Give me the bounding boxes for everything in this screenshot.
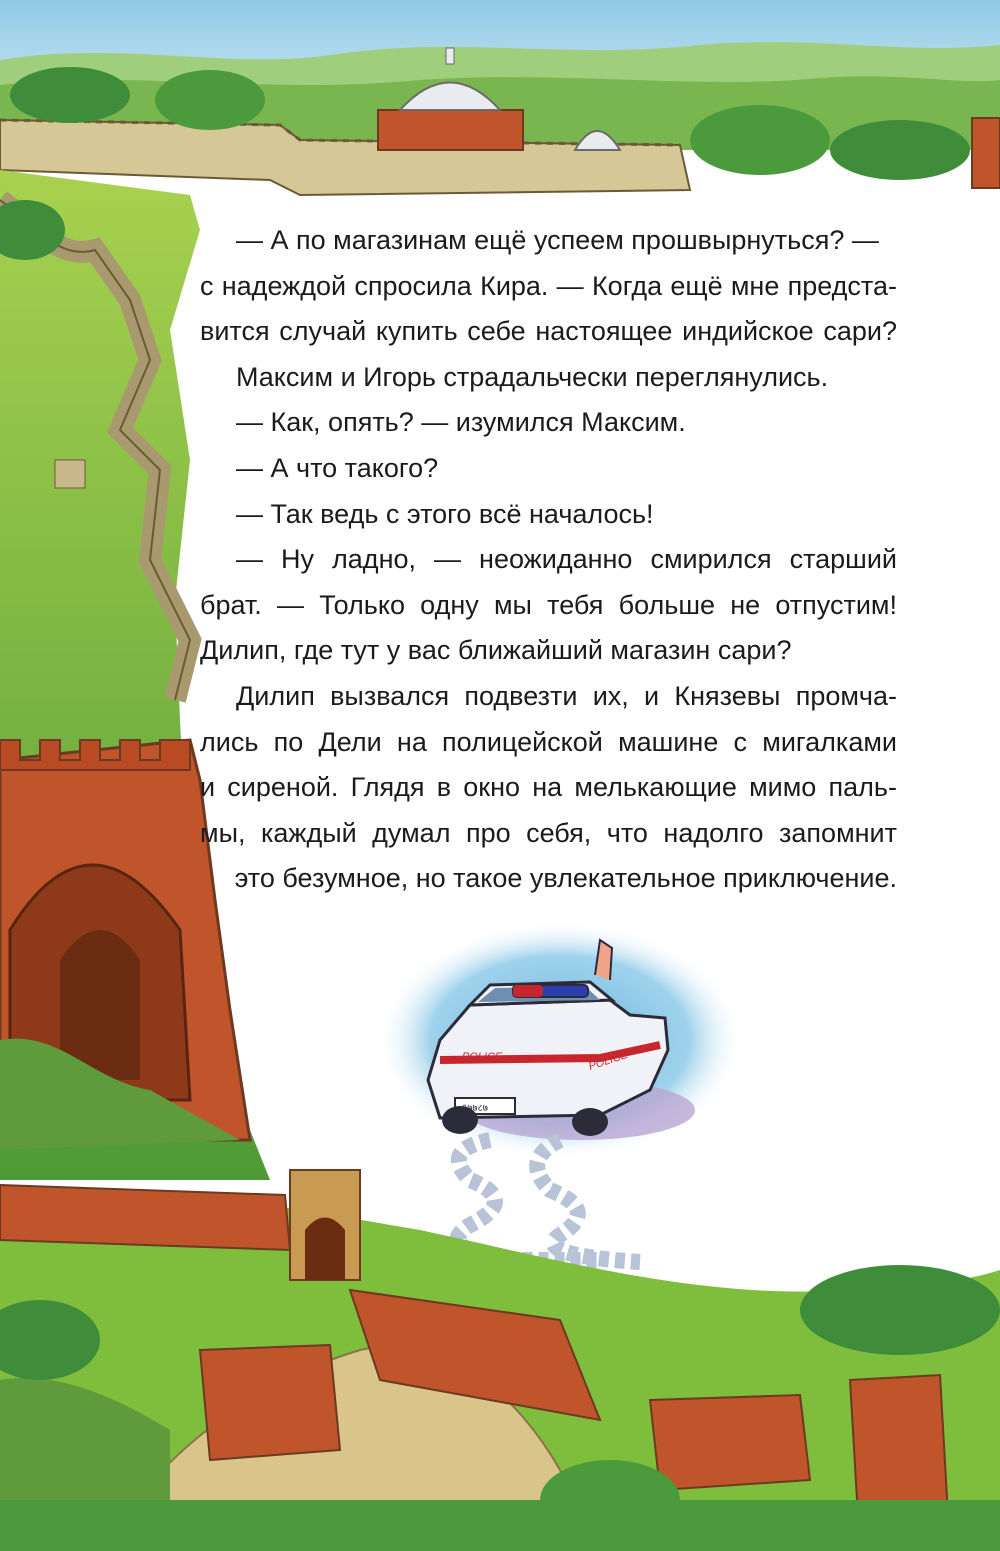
text-line: — А что такого? [236,452,439,483]
text-line: Максим и Игорь страдальчески переглянулись. [236,361,829,392]
text-line: и сиреной. Глядя в окно на мелькающие мимо паль- [200,772,897,803]
text-line: — Как, опять? — изумился Максим. [236,407,686,438]
text-line: вится случай купить себе настоящее индийское сари? [200,316,897,347]
text-line: — Ну ладно, — неожиданно смирился старший [236,544,897,575]
text-line: Дилип, где тут у вас ближайший магазин сари? [200,635,792,666]
police-car-scene [375,920,745,1262]
text-line: с надеждой спросила Кира. — Когда ещё мне предста- [200,270,897,301]
license-plate: १७७८७ [462,1103,488,1114]
text-line: лись по Дели на полицейской машине с мигалками [200,726,897,757]
text-line: это безумное, но такое увлекательное приключение. [234,863,897,894]
car-side-label: POLICE [587,1048,630,1073]
bottom-landscape [0,1170,1000,1551]
text-line: — Так ведь с этого всё началось! [236,498,654,529]
text-line: Дилип вызвался подвезти их, и Князевы промча- [236,680,897,711]
car-door-label: POLICE [462,1051,503,1063]
text-line: мы, каждый думал про себя, что надолго запомнит [200,817,897,848]
story-text [200,218,897,902]
text-line: брат. — Только одну мы тебя больше не отпустим! [200,589,897,620]
text-line: — А по магазинам ещё успеем прошвырнуться? — [236,225,879,255]
